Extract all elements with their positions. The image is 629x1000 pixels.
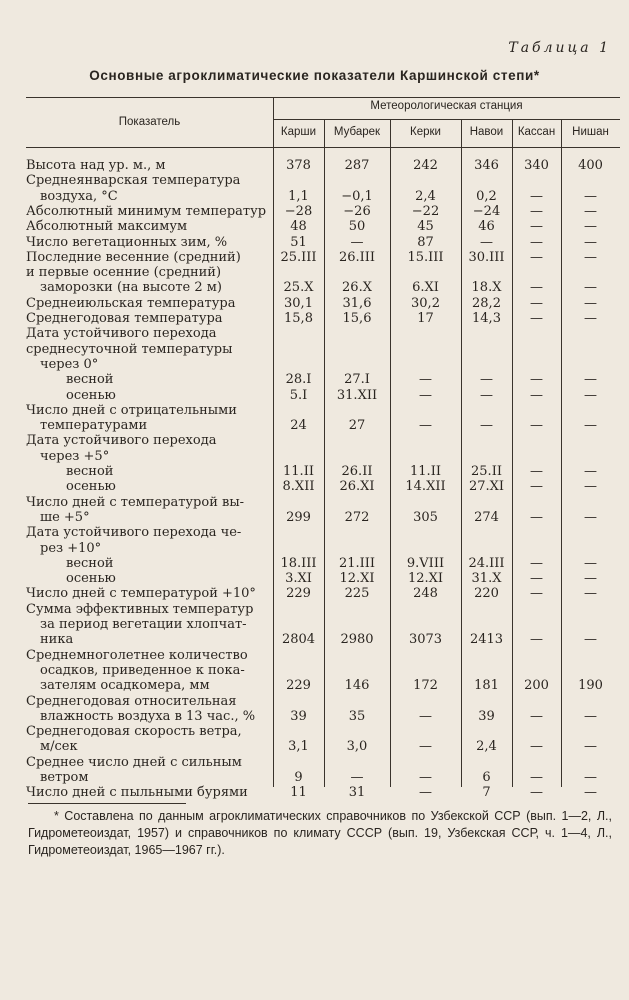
row-label: Дата устойчивого перехода че- <box>26 525 242 541</box>
row-label: Число дней с температурой вы- <box>26 494 245 510</box>
table-row <box>26 479 620 494</box>
row-value: 27.XI <box>468 479 505 495</box>
row-value: 229 <box>286 678 311 694</box>
table-row <box>26 709 620 724</box>
row-value: 287 <box>344 158 370 173</box>
table-row <box>26 250 620 265</box>
row-value: 272 <box>344 509 370 525</box>
row-value: 172 <box>413 678 438 694</box>
row-label: и первые осенние (средний) <box>26 265 222 281</box>
row-value: — <box>584 739 597 755</box>
row-value: — <box>419 372 432 388</box>
station-header: Нишан <box>572 126 609 138</box>
row-value: 274 <box>474 509 499 525</box>
row-value: — <box>530 418 543 434</box>
station-header: Мубарек <box>333 126 381 138</box>
row-label: Среднее число дней с сильным <box>26 754 242 770</box>
table-row <box>26 296 620 311</box>
row-label: весной <box>66 464 114 479</box>
row-label: воздуха, °С <box>40 188 118 204</box>
row-label: зателям осадкомера, мм <box>40 678 210 694</box>
row-value: — <box>530 249 543 265</box>
row-value: — <box>584 632 597 648</box>
row-value: 39 <box>478 708 495 724</box>
row-value: 2980 <box>340 632 374 648</box>
row-value: 51 <box>290 234 307 250</box>
table-row <box>26 403 620 418</box>
row-value: 31.X <box>471 571 502 587</box>
row-value: 30,1 <box>284 295 313 311</box>
row-label: Число дней с пыльными бурями <box>26 785 248 801</box>
table-row <box>26 158 620 173</box>
row-value: 31 <box>348 785 366 801</box>
row-label: Среднегодовая скорость ветра, <box>26 724 242 740</box>
stations-group-rule <box>273 119 620 120</box>
row-label: Среднемноголетнее количество <box>26 647 248 663</box>
row-value: 45 <box>417 219 434 235</box>
table-row <box>26 189 620 204</box>
table-row <box>26 342 620 357</box>
table-label: Таблица 1 <box>508 40 611 56</box>
row-value: 17 <box>417 311 434 326</box>
row-value: 25.X <box>283 280 314 296</box>
table-row <box>26 724 620 739</box>
row-label: ше +5° <box>40 509 90 525</box>
table-row <box>26 357 620 372</box>
stations-group-header: Метеорологическая станция <box>370 100 523 112</box>
table-row <box>26 586 620 601</box>
table-row <box>26 602 620 617</box>
row-label: через +5° <box>40 448 110 464</box>
row-value: 2413 <box>469 632 504 648</box>
table-row <box>26 755 620 770</box>
row-value: 30,2 <box>411 295 440 311</box>
row-value: 7 <box>482 785 491 801</box>
row-value: — <box>530 632 543 648</box>
row-label: Среднеянварская температура <box>26 173 241 189</box>
table-row <box>26 449 620 464</box>
row-value: — <box>530 785 543 801</box>
row-value: — <box>530 372 543 388</box>
table-row <box>26 556 620 571</box>
row-value: — <box>480 387 493 403</box>
row-value: 2,4 <box>476 739 497 755</box>
row-value: — <box>419 387 432 403</box>
row-value: — <box>419 708 432 724</box>
row-label: Сумма эффективных температур <box>26 601 254 617</box>
row-value: — <box>584 464 597 479</box>
table-row <box>26 433 620 448</box>
row-value: — <box>530 203 543 219</box>
row-value: 28.I <box>285 372 312 388</box>
row-value: 181 <box>474 678 499 694</box>
header-top-rule <box>26 97 620 98</box>
row-label: весной <box>66 372 114 388</box>
row-value: — <box>480 234 493 250</box>
table-row <box>26 510 620 525</box>
table-row <box>26 311 620 326</box>
row-value: 87 <box>417 234 434 250</box>
table-row <box>26 785 620 800</box>
row-value: 12.XI <box>339 571 375 587</box>
row-value: 15,6 <box>342 311 372 326</box>
row-value: 12.XI <box>407 571 444 587</box>
row-value: 28,2 <box>472 295 501 311</box>
row-value: 27.I <box>344 372 370 388</box>
row-label: через 0° <box>40 356 99 372</box>
row-value: 2804 <box>281 632 316 648</box>
row-value: — <box>530 739 543 755</box>
row-value: — <box>530 234 543 250</box>
row-value: 30.III <box>468 249 505 265</box>
table-row <box>26 388 620 403</box>
row-value: 305 <box>413 509 438 525</box>
row-value: — <box>584 188 597 204</box>
row-value: — <box>530 586 543 602</box>
row-label: Последние весенние (средний) <box>26 249 241 265</box>
row-value: — <box>530 464 543 479</box>
row-value: — <box>419 770 432 785</box>
row-value: 14,3 <box>472 311 501 326</box>
table-row <box>26 663 620 678</box>
row-label: Среднеиюльская температура <box>26 295 236 311</box>
row-value: — <box>480 418 493 434</box>
row-value: — <box>584 280 597 296</box>
row-value: — <box>584 555 597 571</box>
table-row <box>26 525 620 540</box>
row-value: 24.III <box>468 555 505 571</box>
row-value: — <box>530 188 543 204</box>
row-value: — <box>530 295 543 311</box>
row-label: Абсолютный минимум температур <box>26 203 267 219</box>
row-value: — <box>480 372 493 388</box>
table-row <box>26 541 620 556</box>
row-value: 26.XI <box>339 479 375 495</box>
row-value: 50 <box>348 219 366 235</box>
row-label: весной <box>66 555 114 571</box>
row-value: 299 <box>286 509 311 525</box>
row-value: 400 <box>578 158 603 173</box>
table-title: Основные агроклиматические показатели Каршинской степи* <box>89 68 540 83</box>
table-row <box>26 739 620 754</box>
table-row <box>26 326 620 341</box>
row-value: 35 <box>348 708 366 724</box>
table-row <box>26 617 620 632</box>
row-label: Число вегетационных зим, % <box>26 234 228 250</box>
row-value: — <box>584 509 597 525</box>
row-value: — <box>530 280 543 296</box>
row-value: — <box>419 785 432 801</box>
row-value: 9 <box>294 770 303 785</box>
row-label: Среднегодовая относительная <box>26 693 237 709</box>
row-value: 27 <box>348 418 366 434</box>
table-row <box>26 280 620 295</box>
row-value: 31.XII <box>336 387 378 403</box>
indicator-header: Показатель <box>118 116 181 128</box>
row-value: — <box>584 708 597 724</box>
row-value: 225 <box>344 586 370 602</box>
row-value: — <box>584 571 597 587</box>
table-row <box>26 648 620 663</box>
row-value: — <box>584 785 597 801</box>
row-value: — <box>530 555 543 571</box>
row-value: — <box>419 418 432 434</box>
row-label: м/сек <box>40 739 78 755</box>
row-value: 146 <box>344 678 370 694</box>
row-label: Абсолютный максимум <box>26 219 188 235</box>
row-value: — <box>530 311 543 326</box>
row-value: — <box>584 372 597 388</box>
footnote-rule <box>28 803 186 804</box>
row-value: 46 <box>478 219 495 235</box>
row-value: 6 <box>482 770 491 785</box>
row-value: 220 <box>474 586 499 602</box>
row-label: заморозки (на высоте 2 м) <box>40 280 222 296</box>
row-label: температурами <box>40 418 148 434</box>
row-value: — <box>584 234 597 250</box>
row-value: — <box>350 234 364 250</box>
row-value: — <box>584 418 597 434</box>
row-label: влажность воздуха в 13 час., % <box>40 708 256 724</box>
row-value: — <box>584 249 597 265</box>
row-value: 0,2 <box>476 188 497 204</box>
row-value: 15,8 <box>284 311 313 326</box>
row-value: 11.II <box>410 464 441 479</box>
row-value: −28 <box>284 203 313 219</box>
row-label: рез +10° <box>40 540 102 556</box>
row-value: −22 <box>411 203 440 219</box>
table-row <box>26 372 620 387</box>
row-value: 11.II <box>283 464 314 479</box>
row-label: ника <box>40 632 74 648</box>
row-value: 3,0 <box>346 739 368 755</box>
row-value: 9.VIII <box>406 555 445 571</box>
table-row <box>26 265 620 280</box>
row-value: — <box>530 708 543 724</box>
row-value: — <box>584 586 597 602</box>
row-value: — <box>530 479 543 495</box>
row-value: 24 <box>290 418 307 434</box>
row-value: 14.XII <box>405 479 446 495</box>
row-value: 18.III <box>280 555 317 571</box>
row-value: −0,1 <box>341 188 373 204</box>
row-value: 378 <box>286 158 311 173</box>
row-value: 3073 <box>408 632 443 648</box>
header-bottom-rule <box>26 147 620 148</box>
row-label: осадков, приведенное к пока- <box>40 662 245 678</box>
row-value: — <box>530 387 543 403</box>
row-value: — <box>584 295 597 311</box>
table-row <box>26 173 620 188</box>
row-value: 11 <box>290 785 307 801</box>
row-label: среднесуточной температуры <box>26 341 233 357</box>
row-value: — <box>530 571 543 587</box>
row-value: 1,1 <box>288 188 309 204</box>
row-value: 2,4 <box>415 188 436 204</box>
row-value: 21.III <box>338 555 376 571</box>
station-header: Навои <box>469 126 504 138</box>
row-value: 31,6 <box>342 295 372 311</box>
row-label: Число дней с отрицательными <box>26 402 237 418</box>
row-label: Дата устойчивого перехода <box>26 433 217 449</box>
row-value: 340 <box>524 158 549 173</box>
row-value: 48 <box>290 219 307 235</box>
row-value: — <box>584 479 597 495</box>
row-value: 25.III <box>280 249 317 265</box>
row-label: Дата устойчивого перехода <box>26 326 217 342</box>
row-value: 248 <box>413 586 438 602</box>
row-value: — <box>584 203 597 219</box>
row-value: −24 <box>472 203 501 219</box>
row-value: — <box>530 509 543 525</box>
row-label: осенью <box>66 479 116 495</box>
row-value: — <box>530 219 543 235</box>
station-header: Карши <box>280 126 317 138</box>
row-label: Среднегодовая температура <box>26 311 223 326</box>
table-row <box>26 418 620 433</box>
row-value: — <box>350 770 364 785</box>
row-value: — <box>530 770 543 785</box>
row-value: 18.X <box>471 280 502 296</box>
table-row <box>26 204 620 219</box>
row-label: ветром <box>40 770 89 785</box>
row-value: 190 <box>578 678 603 694</box>
row-value: 200 <box>524 678 549 694</box>
row-label: за период вегетации хлопчат- <box>40 617 247 632</box>
table-row <box>26 632 620 647</box>
row-value: 25.II <box>471 464 502 479</box>
row-value: 229 <box>286 586 311 602</box>
row-value: — <box>584 219 597 235</box>
row-value: 3,1 <box>288 739 309 755</box>
row-value: — <box>419 739 432 755</box>
row-value: 26.X <box>342 280 372 296</box>
row-value: 5.I <box>289 387 308 403</box>
row-value: — <box>584 311 597 326</box>
row-label: Число дней с температурой +10° <box>26 586 256 602</box>
row-label: Высота над ур. м., м <box>26 158 166 173</box>
footnote: * Составлена по данным агроклиматических справочников по Узбекской ССР (вып. 1—2, Л., Гидрометеоиздат, 1957) и справочников по климату СССР (вып. 19, Узбекская ССР, ч. 1—4, Л., Гидрометеоиздат, 1965—1967 гг.). <box>28 809 612 857</box>
row-value: — <box>584 387 597 403</box>
row-value: 242 <box>413 158 438 173</box>
row-value: 6.XI <box>412 280 439 296</box>
table-row <box>26 219 620 234</box>
station-header: Керки <box>410 126 441 138</box>
table-row <box>26 235 620 250</box>
row-value: 8.XII <box>282 479 315 495</box>
row-label: осенью <box>66 571 116 587</box>
row-value: 3.XI <box>285 571 312 587</box>
station-header: Кассан <box>517 126 556 138</box>
row-value: 346 <box>474 158 499 173</box>
table-row <box>26 678 620 693</box>
table-row <box>26 694 620 709</box>
table-row <box>26 770 620 785</box>
row-value: 26.II <box>341 464 373 479</box>
row-label: осенью <box>66 387 116 403</box>
row-value: — <box>584 770 597 785</box>
row-value: 26.III <box>338 249 376 265</box>
table-row <box>26 571 620 586</box>
row-value: 39 <box>290 708 307 724</box>
row-value: 15.III <box>407 249 444 265</box>
table-row <box>26 495 620 510</box>
table-row <box>26 464 620 479</box>
row-value: −26 <box>343 203 371 219</box>
